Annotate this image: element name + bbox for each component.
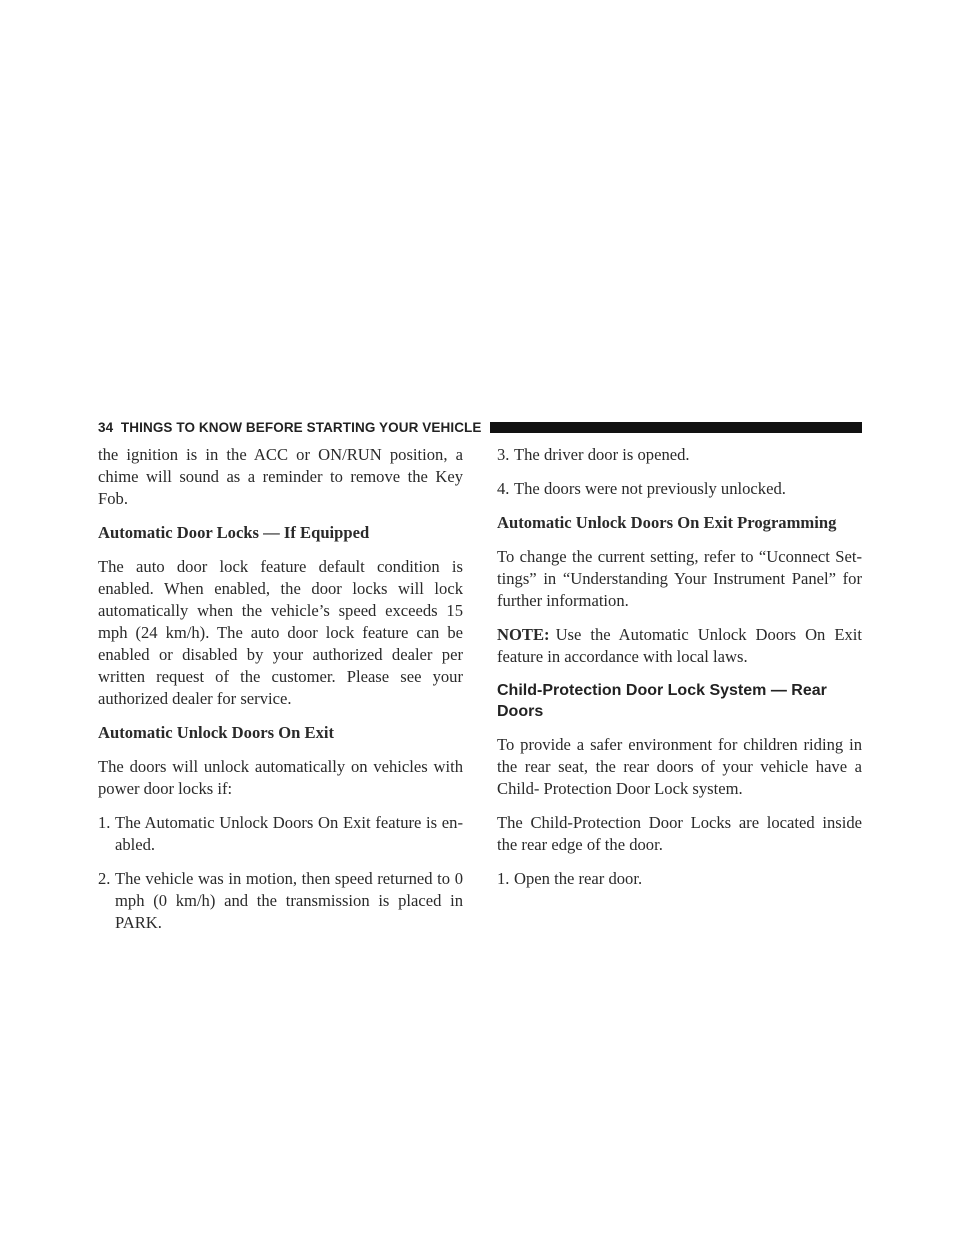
heading-automatic-door-locks: Automatic Door Locks — If Equipped xyxy=(98,523,370,542)
list-item-number: 1. xyxy=(497,869,510,888)
unlock-exit-paragraph: The doors will unlock automatically on vehicles with power door locks if: xyxy=(98,757,463,798)
child-protection-paragraph: To provide a safer environment for children riding in the rear seat, the rear doors of your vehicle have a Child- Protection Door Lock system. xyxy=(497,735,862,798)
list-item-text: The vehicle was in motion, then speed returned to 0 mph (0 km/h) and the transmission is placed in PARK. xyxy=(115,869,463,932)
page-header-text xyxy=(98,420,482,435)
section-title: THINGS TO KNOW BEFORE STARTING YOUR VEHICLE xyxy=(120,419,482,435)
note-text: Use the Automatic Unlock Doors On Exit feature in accordance with local laws. xyxy=(497,625,862,666)
child-locks-location-paragraph: The Child-Protection Door Locks are located inside the rear edge of the door. xyxy=(497,813,862,854)
list-item xyxy=(98,812,463,856)
list-item-text: The Automatic Unlock Doors On Exit feature is en- abled. xyxy=(115,813,463,854)
list-item-text: The driver door is opened. xyxy=(514,445,690,464)
programming-paragraph: To change the current setting, refer to “Uconnect Set- tings” in “Understanding Your Instrument Panel” for further information. xyxy=(497,547,862,610)
list-item xyxy=(497,868,862,890)
intro-paragraph: the ignition is in the ACC or ON/RUN position, a chime will sound as a reminder to remove the Key Fob. xyxy=(98,445,463,508)
list-item-number: 2. xyxy=(98,869,111,888)
note-label: NOTE: xyxy=(497,625,550,644)
list-item-number: 4. xyxy=(497,479,510,498)
right-column xyxy=(497,444,862,902)
list-item-number: 1. xyxy=(98,813,111,832)
list-item xyxy=(497,478,862,500)
page-header xyxy=(98,417,862,437)
heading-unlock-exit-programming: Automatic Unlock Doors On Exit Programming xyxy=(497,513,837,532)
page-number: 34 xyxy=(98,419,114,435)
heading-child-protection: Child-Protection Door Lock System — Rear Doors xyxy=(497,682,827,720)
list-item-text: The doors were not previously unlocked. xyxy=(514,479,786,498)
list-item xyxy=(98,868,463,934)
heading-unlock-doors-on-exit: Automatic Unlock Doors On Exit xyxy=(98,723,334,742)
list-item-text: Open the rear door. xyxy=(514,869,643,888)
list-item-number: 3. xyxy=(497,445,510,464)
left-column xyxy=(98,444,463,946)
auto-locks-paragraph: The auto door lock feature default condition is enabled. When enabled, the door locks will lock automatically when the vehicle’s speed exceeds 15 mph (24 km/h). The auto door lock feature can be enabled or disabled by your authorized dealer per written request of the customer. Please see your authorized dealer for service. xyxy=(98,557,463,708)
header-rule-bar xyxy=(490,422,863,433)
list-item xyxy=(497,444,862,466)
note-paragraph xyxy=(497,624,862,668)
